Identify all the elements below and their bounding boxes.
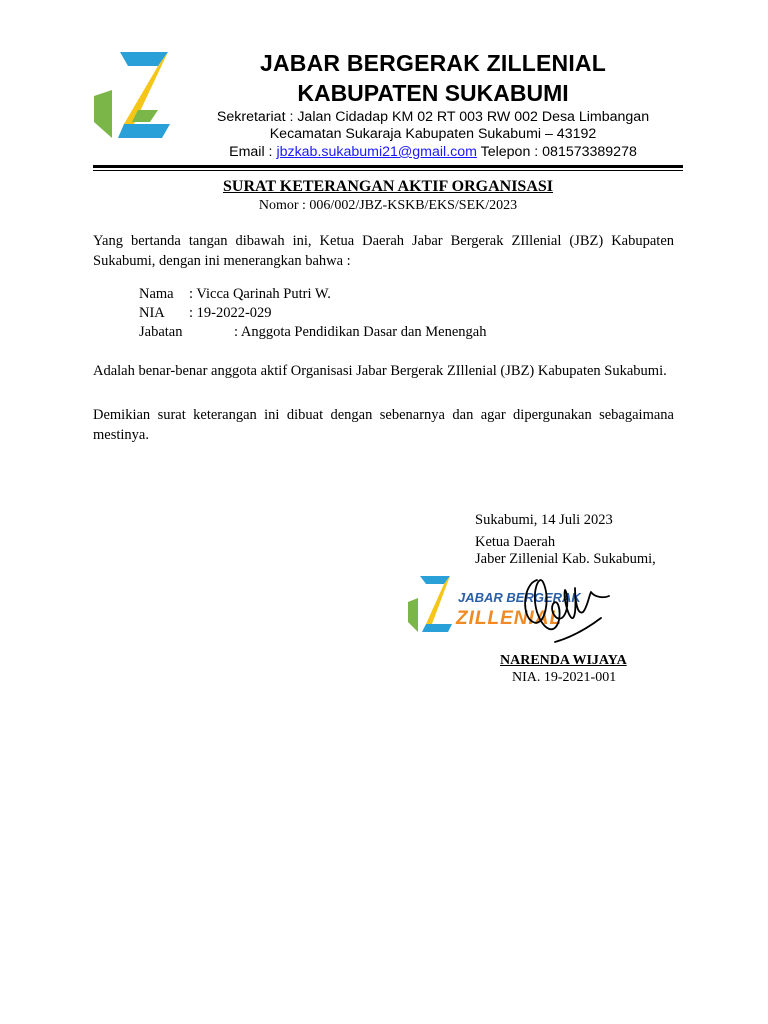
field-row-nia (139, 305, 272, 322)
signer-name: NARENDA WIJAYA (500, 653, 627, 668)
field-value: : 19-2022-029 (189, 305, 272, 321)
statement-paragraph: Adalah benar-benar anggota aktif Organisasi Jabar Bergerak ZIllenial (JBZ) Kabupaten Sukabumi. (93, 363, 667, 379)
phone-text: Telepon : 081573389278 (476, 144, 637, 160)
signer-organization: Jaber Zillenial Kab. Sukabumi, (475, 551, 656, 567)
field-value: : Vicca Qarinah Putri W. (189, 286, 331, 302)
field-label: NIA (139, 305, 165, 321)
field-row-name (139, 286, 331, 303)
field-row-position (139, 324, 486, 341)
intro-paragraph: Yang bertanda tangan dibawah ini, Ketua Daerah Jabar Bergerak ZIllenial (JBZ) Kabupaten Sukabumi, dengan ini menerangkan bahwa : (93, 233, 674, 269)
organization-region: KABUPATEN SUKABUMI (297, 80, 569, 106)
signer-nia: NIA. 19-2021-001 (512, 670, 617, 685)
letter-number: Nomor : 006/002/JBZ-KSKB/EKS/SEK/2023 (258, 198, 518, 213)
letterhead-rule-thin (93, 170, 683, 171)
email-link[interactable]: jbzkab.sukabumi21@gmail.com (276, 144, 477, 160)
organization-name: JABAR BERGERAK ZILLENIAL (260, 50, 606, 76)
field-value: : Anggota Pendidikan Dasar dan Menengah (234, 324, 487, 340)
organization-logo (92, 50, 172, 142)
stamp-text-line1: JABAR BERGERAK (458, 590, 581, 605)
stamp-text-line2: ZILLENIAL (456, 608, 563, 629)
closing-paragraph: Demikian surat keterangan ini dibuat dengan sebenarnya dan agar dipergunakan sebagaimana mestinya. (93, 407, 674, 443)
letter-title: SURAT KETERANGAN AKTIF ORGANISASI (223, 178, 553, 195)
letterhead-rule-thick (93, 165, 683, 168)
field-label: Jabatan (139, 324, 183, 340)
address-line-2: Kecamatan Sukaraja Kabupaten Sukabumi – 43192 (269, 126, 597, 142)
handwritten-signature (515, 568, 615, 652)
signer-position: Ketua Daerah (475, 534, 556, 550)
email-label: Email : (229, 144, 277, 160)
place-date: Sukabumi, 14 Juli 2023 (475, 512, 613, 528)
address-line-1: Sekretariat : Jalan Cidadap KM 02 RT 003 RW 002 Desa Limbangan (216, 109, 650, 125)
field-label: Nama (139, 286, 174, 302)
contact-line (200, 144, 666, 160)
